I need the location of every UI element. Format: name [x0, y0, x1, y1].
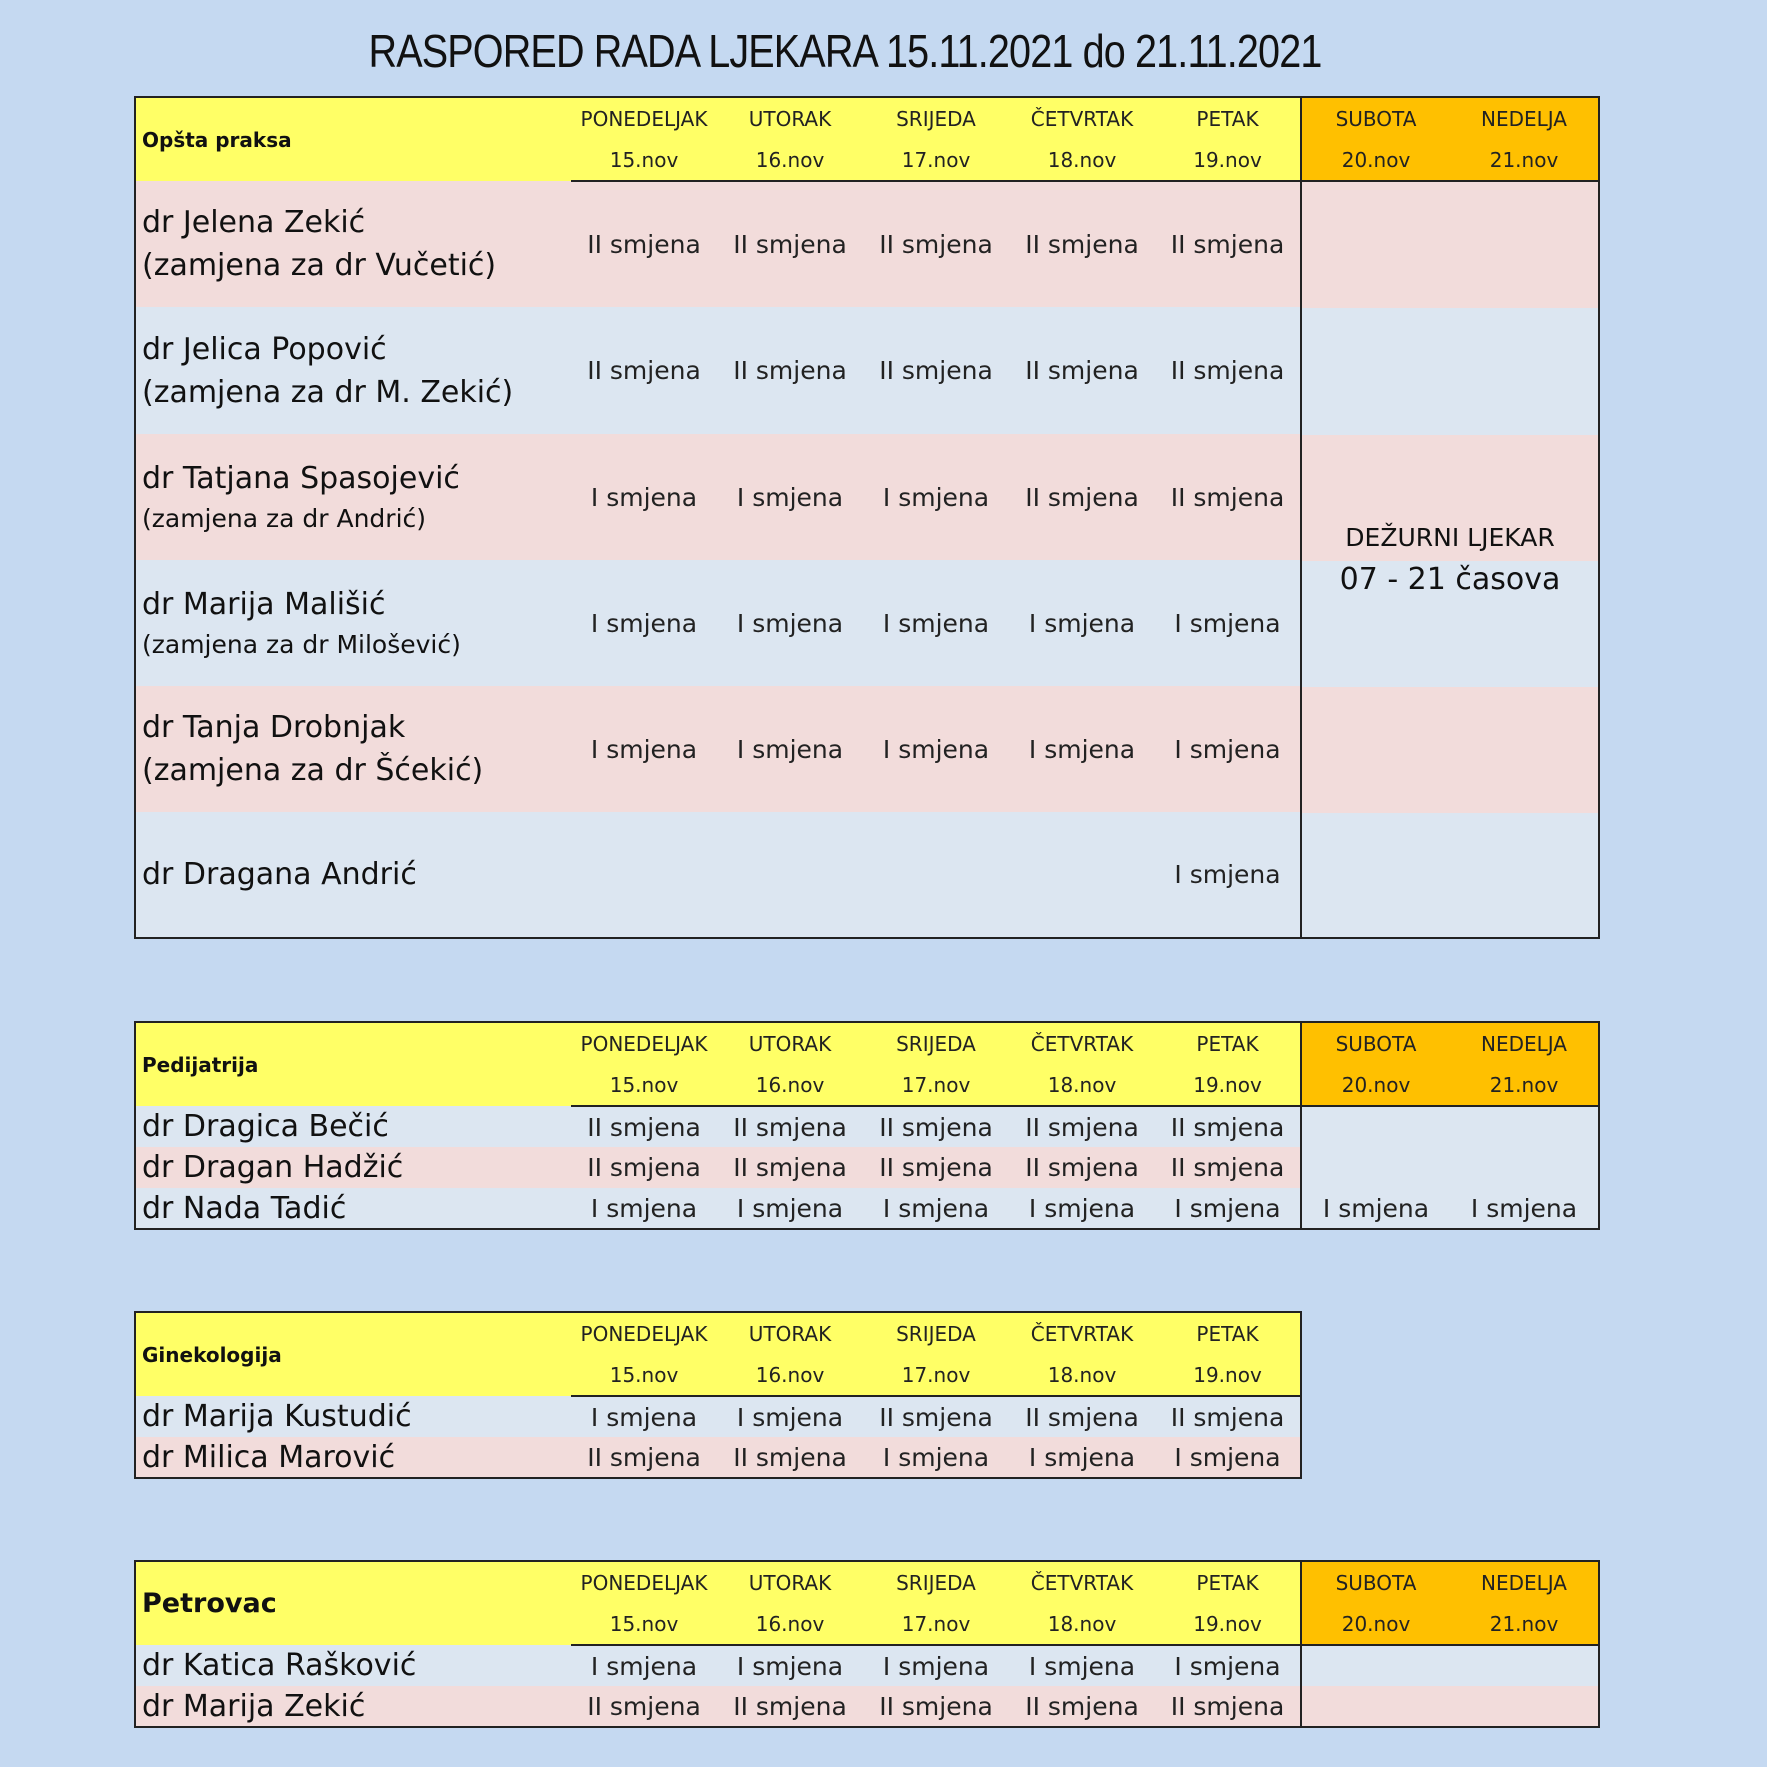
shift-cell: II smjena: [1009, 1106, 1155, 1147]
date-header: 15.nov: [571, 1603, 717, 1645]
shift-cell: [863, 812, 1009, 938]
day-header: ČETVRTAK: [1009, 1312, 1155, 1354]
doctor-name: dr Tanja Drobnjak: [142, 710, 406, 745]
shift-cell: II smjena: [1155, 1686, 1301, 1727]
shift-cell: II smjena: [571, 1106, 717, 1147]
doctor-note: (zamjena za dr Milošević): [142, 630, 461, 659]
day-header: ČETVRTAK: [1009, 97, 1155, 139]
shift-cell: II smjena: [1009, 1686, 1155, 1727]
shift-cell: II smjena: [571, 1147, 717, 1188]
date-header: 21.nov: [1450, 139, 1599, 181]
shift-cell: II smjena: [863, 1147, 1009, 1188]
shift-cell: [1009, 812, 1155, 938]
shift-cell: I smjena: [1009, 560, 1155, 686]
shift-cell: I smjena: [1155, 1437, 1301, 1478]
shift-cell: I smjena: [571, 560, 717, 686]
day-header: PETAK: [1155, 1312, 1301, 1354]
section-title: Pedijatrija: [135, 1022, 571, 1106]
shift-cell: I smjena: [571, 1645, 717, 1686]
doctor-note: (zamjena za dr Vučetić): [142, 248, 497, 283]
day-header: PONEDELJAK: [571, 97, 717, 139]
shift-cell: [1301, 1147, 1450, 1188]
shift-cell: II smjena: [863, 1396, 1009, 1437]
shift-cell: II smjena: [571, 307, 717, 434]
day-header: ČETVRTAK: [1009, 1561, 1155, 1603]
shift-cell: II smjena: [1009, 181, 1155, 307]
date-header: 17.nov: [863, 1603, 1009, 1645]
section-title: Petrovac: [135, 1561, 571, 1645]
shift-cell: I smjena: [717, 560, 863, 686]
doctor-note: (zamjena za dr Šćekić): [142, 753, 484, 788]
day-header: PONEDELJAK: [571, 1561, 717, 1603]
date-header: 17.nov: [863, 1064, 1009, 1106]
date-header: 16.nov: [717, 1354, 863, 1396]
shift-cell: [1450, 1686, 1599, 1727]
table-row: [135, 1147, 1599, 1188]
doctor-name: dr Nada Tadić: [135, 1188, 571, 1229]
shift-cell: II smjena: [1155, 434, 1301, 560]
shift-cell: I smjena: [863, 560, 1009, 686]
date-header: 20.nov: [1301, 139, 1450, 181]
section-title: Opšta praksa: [135, 97, 571, 181]
shift-cell: I smjena: [863, 1645, 1009, 1686]
duty-label: DEŽURNI LJEKAR: [1345, 522, 1555, 552]
day-header: SRIJEDA: [863, 97, 1009, 139]
date-header: 19.nov: [1155, 1603, 1301, 1645]
shift-cell: I smjena: [1301, 1188, 1450, 1229]
date-header: 15.nov: [571, 1064, 717, 1106]
shift-cell: I smjena: [571, 1188, 717, 1229]
doctor-name: dr Marija Mališić: [142, 587, 386, 622]
doctor-name: dr Dragan Hadžić: [135, 1147, 571, 1188]
shift-cell: II smjena: [863, 307, 1009, 434]
shift-cell: II smjena: [571, 181, 717, 307]
shift-cell: I smjena: [1009, 1645, 1155, 1686]
table-row: [135, 1686, 1599, 1727]
day-header: NEDELJA: [1450, 1561, 1599, 1603]
shift-cell: [1450, 1147, 1599, 1188]
day-header: UTORAK: [717, 1561, 863, 1603]
shift-cell: II smjena: [863, 1106, 1009, 1147]
shift-cell: II smjena: [1009, 1147, 1155, 1188]
shift-cell: [571, 812, 717, 938]
day-header: SRIJEDA: [863, 1312, 1009, 1354]
shift-cell: I smjena: [1155, 1645, 1301, 1686]
shift-cell: I smjena: [1009, 1188, 1155, 1229]
shift-cell: II smjena: [717, 181, 863, 307]
shift-cell: I smjena: [863, 1437, 1009, 1478]
shift-cell: [1301, 1645, 1450, 1686]
date-header: 16.nov: [717, 139, 863, 181]
shift-cell: I smjena: [1155, 686, 1301, 812]
doctor-name: dr Marija Zekić: [135, 1686, 571, 1727]
day-header: NEDELJA: [1450, 97, 1599, 139]
table-row: [135, 1188, 1599, 1229]
table-opsta-praksa: [134, 96, 1600, 939]
shift-cell: II smjena: [717, 1686, 863, 1727]
shift-cell: II smjena: [1155, 1147, 1301, 1188]
page-title: RASPORED RADA LJEKARA 15.11.2021 do 21.11.2021: [368, 25, 1322, 77]
table-row: [135, 1645, 1599, 1686]
date-header: 20.nov: [1301, 1603, 1450, 1645]
date-header: 18.nov: [1009, 1354, 1155, 1396]
shift-cell: I smjena: [863, 434, 1009, 560]
shift-cell: I smjena: [863, 1188, 1009, 1229]
date-header: 19.nov: [1155, 139, 1301, 181]
shift-cell: I smjena: [717, 686, 863, 812]
table-row: [135, 181, 1599, 307]
shift-cell: I smjena: [571, 1396, 717, 1437]
shift-cell: I smjena: [1155, 1188, 1301, 1229]
day-header: SRIJEDA: [863, 1561, 1009, 1603]
shift-cell: II smjena: [863, 181, 1009, 307]
table-row: [135, 1106, 1599, 1147]
date-header: 17.nov: [863, 1354, 1009, 1396]
shift-cell: I smjena: [717, 1645, 863, 1686]
table-pedijatrija: [134, 1021, 1600, 1230]
shift-cell: II smjena: [571, 1686, 717, 1727]
shift-cell: II smjena: [1155, 307, 1301, 434]
doctor-name: dr Katica Rašković: [135, 1645, 571, 1686]
date-header: 21.nov: [1450, 1064, 1599, 1106]
day-header: SUBOTA: [1301, 97, 1450, 139]
shift-cell: I smjena: [571, 686, 717, 812]
shift-cell: I smjena: [717, 1396, 863, 1437]
section-title: Ginekologija: [135, 1312, 571, 1396]
date-header: 18.nov: [1009, 1603, 1155, 1645]
day-header: SRIJEDA: [863, 1022, 1009, 1064]
day-header: NEDELJA: [1450, 1022, 1599, 1064]
shift-cell: II smjena: [1009, 1396, 1155, 1437]
shift-cell: II smjena: [717, 1147, 863, 1188]
table-row: [135, 1396, 1301, 1437]
date-header: 21.nov: [1450, 1603, 1599, 1645]
day-header: PONEDELJAK: [571, 1312, 717, 1354]
shift-cell: I smjena: [1450, 1188, 1599, 1229]
doctor-name: dr Dragica Bečić: [135, 1106, 571, 1147]
shift-cell: [1450, 1645, 1599, 1686]
date-header: 20.nov: [1301, 1064, 1450, 1106]
shift-cell: II smjena: [1009, 307, 1155, 434]
table-petrovac: [134, 1560, 1600, 1728]
day-header: PETAK: [1155, 1561, 1301, 1603]
shift-cell: I smjena: [1155, 812, 1301, 938]
date-header: 18.nov: [1009, 139, 1155, 181]
shift-cell: II smjena: [717, 1106, 863, 1147]
weekend-duty-cell: [1301, 181, 1599, 938]
table-ginekologija: [134, 1311, 1302, 1479]
doctor-name: dr Milica Marović: [135, 1437, 571, 1478]
date-header: 15.nov: [571, 1354, 717, 1396]
doctor-note: (zamjena za dr Andrić): [142, 504, 427, 533]
date-header: 17.nov: [863, 139, 1009, 181]
shift-cell: II smjena: [1155, 181, 1301, 307]
shift-cell: II smjena: [571, 1437, 717, 1478]
date-header: 19.nov: [1155, 1064, 1301, 1106]
date-header: 18.nov: [1009, 1064, 1155, 1106]
shift-cell: [1450, 1106, 1599, 1147]
doctor-name: dr Dragana Andrić: [142, 857, 417, 892]
shift-cell: II smjena: [717, 1437, 863, 1478]
shift-cell: II smjena: [1155, 1396, 1301, 1437]
shift-cell: [717, 812, 863, 938]
shift-cell: I smjena: [1009, 686, 1155, 812]
table-row: [135, 1437, 1301, 1478]
day-header: SUBOTA: [1301, 1561, 1450, 1603]
day-header: PETAK: [1155, 97, 1301, 139]
doctor-name: dr Jelena Zekić: [142, 205, 366, 240]
shift-cell: I smjena: [717, 1188, 863, 1229]
shift-cell: I smjena: [863, 686, 1009, 812]
shift-cell: I smjena: [1009, 1437, 1155, 1478]
shift-cell: I smjena: [717, 434, 863, 560]
day-header: SUBOTA: [1301, 1022, 1450, 1064]
day-header: UTORAK: [717, 97, 863, 139]
date-header: 16.nov: [717, 1064, 863, 1106]
date-header: 16.nov: [717, 1603, 863, 1645]
doctor-note: (zamjena za dr M. Zekić): [142, 374, 514, 410]
shift-cell: I smjena: [1155, 560, 1301, 686]
date-header: 15.nov: [571, 139, 717, 181]
shift-cell: II smjena: [863, 1686, 1009, 1727]
shift-cell: II smjena: [1009, 434, 1155, 560]
doctor-name: dr Marija Kustudić: [135, 1396, 571, 1437]
duty-hours: 07 - 21 časova: [1339, 561, 1561, 597]
shift-cell: [1301, 1106, 1450, 1147]
shift-cell: [1301, 1686, 1450, 1727]
shift-cell: I smjena: [571, 434, 717, 560]
day-header: UTORAK: [717, 1312, 863, 1354]
doctor-name: dr Tatjana Spasojević: [142, 461, 460, 496]
doctor-name: dr Jelica Popović: [142, 331, 387, 367]
day-header: PONEDELJAK: [571, 1022, 717, 1064]
shift-cell: II smjena: [717, 307, 863, 434]
date-header: 19.nov: [1155, 1354, 1301, 1396]
day-header: UTORAK: [717, 1022, 863, 1064]
shift-cell: II smjena: [1155, 1106, 1301, 1147]
day-header: ČETVRTAK: [1009, 1022, 1155, 1064]
day-header: PETAK: [1155, 1022, 1301, 1064]
